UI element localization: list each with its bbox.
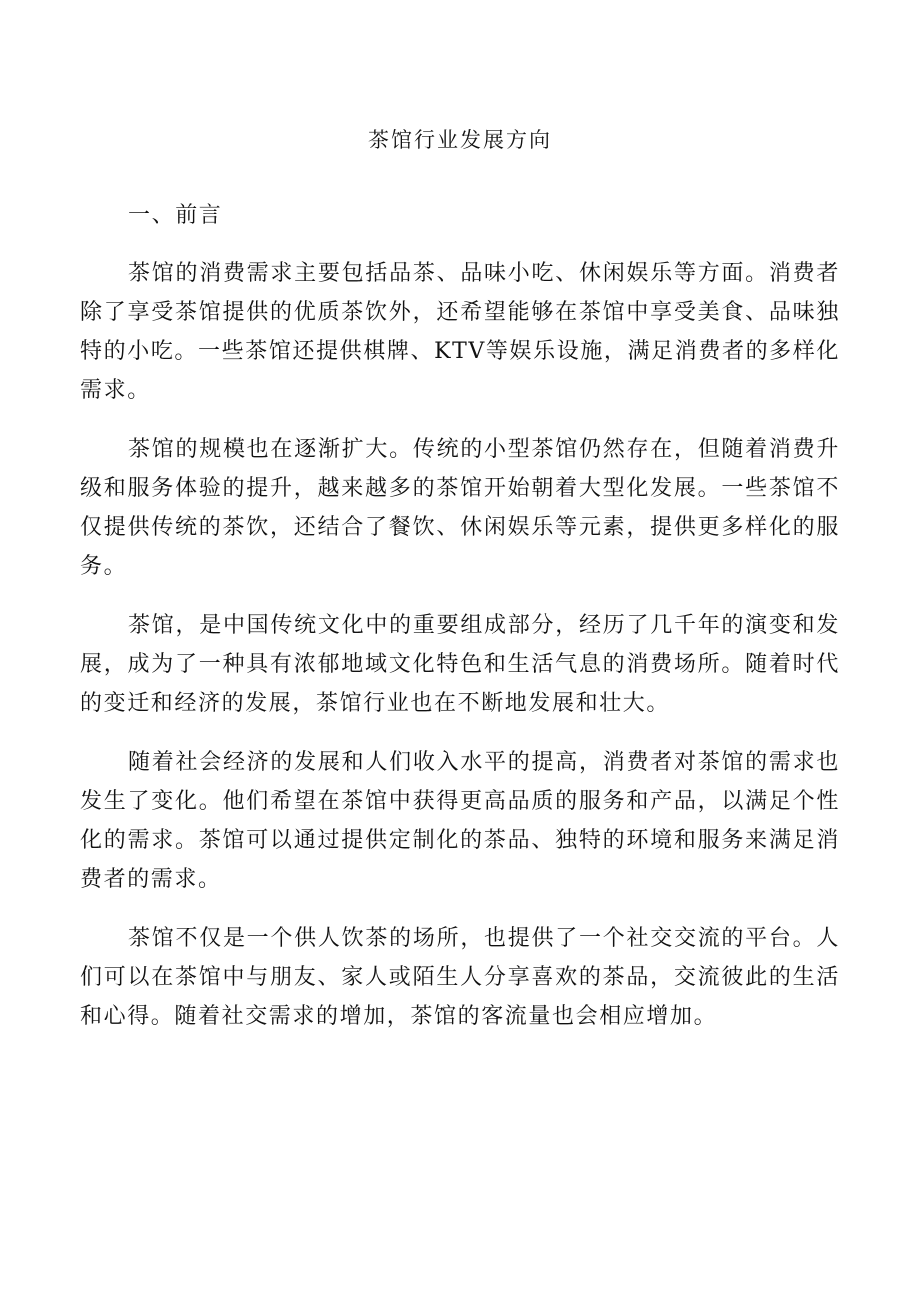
section-heading: 一、前言 xyxy=(128,203,223,228)
document-body xyxy=(80,196,840,1056)
document-title: 茶馆行业发展方向 xyxy=(368,128,552,152)
paragraph-cultural-heritage: 茶馆，是中国传统文化中的重要组成部分，经历了几千年的演变和发展，成为了一种具有浓郁地域文化特色和生活气息的消费场所。随着时代的变迁和经济的发展，茶馆行业也在不断地发展和壮大。 xyxy=(80,613,840,716)
paragraph-social-platform: 茶馆不仅是一个供人饮茶的场所，也提供了一个社交交流的平台。人们可以在茶馆中与朋友、家人或陌生人分享喜欢的茶品，交流彼此的生活和心得。随着社交需求的增加，茶馆的客流量也会相应增加。 xyxy=(80,926,840,1029)
paragraph-scale-expansion: 茶馆的规模也在逐渐扩大。传统的小型茶馆仍然存在，但随着消费升级和服务体验的提升，越来越多的茶馆开始朝着大型化发展。一些茶馆不仅提供传统的茶饮，还结合了餐饮、休闲娱乐等元素，提供更多样化的服务。 xyxy=(80,437,840,579)
paragraph-demand-change: 随着社会经济的发展和人们收入水平的提高，消费者对茶馆的需求也发生了变化。他们希望在茶馆中获得更高品质的服务和产品，以满足个性化的需求。茶馆可以通过提供定制化的茶品、独特的环境和服务来满足消费者的需求。 xyxy=(80,750,840,892)
paragraph-consumption-demand: 茶馆的消费需求主要包括品茶、品味小吃、休闲娱乐等方面。消费者除了享受茶馆提供的优质茶饮外，还希望能够在茶馆中享受美食、品味独特的小吃。一些茶馆还提供棋牌、KTV等娱乐设施，满足消费者的多样化需求。 xyxy=(80,261,840,403)
